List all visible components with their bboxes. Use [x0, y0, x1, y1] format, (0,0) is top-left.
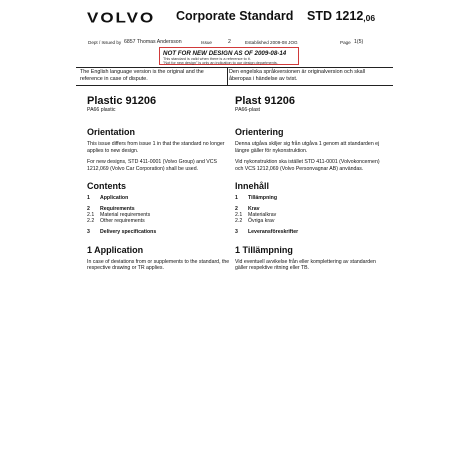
swedish-column [235, 95, 385, 277]
application-text-en: In case of deviations from or supplements to the standard, the respective drawing or TR applies. [87, 258, 230, 272]
application-text-sv: Vid eventuell avvikelse från eller komplettering av standarden gäller respektive ritning eller TB. [235, 258, 376, 272]
subtitle-sv: PA66-plast [235, 107, 260, 113]
notice-line-2: "Not for new design" is only an indication to our design departments. [163, 61, 278, 66]
toc-label: Material requirements [100, 211, 151, 218]
document-type: Corporate Standard [176, 9, 294, 23]
subtitle-en: PA66 plastic [87, 107, 116, 113]
toc-num: 2.1 [87, 211, 95, 218]
standard-number [307, 9, 375, 23]
standard-number-suffix: ,06 [363, 13, 376, 23]
orientation-heading-sv: Orientering [235, 127, 284, 137]
established-date: Established 2009-08 JOG [245, 40, 298, 45]
application-heading-sv: 1 Tillämpning [235, 244, 293, 255]
orientation-text-1-en: This issue differs from issue 1 in that the standard no longer applies to new design. [87, 141, 225, 154]
english-column [87, 95, 237, 277]
toc-num: 2.1 [235, 211, 243, 218]
toc-num: 2 [87, 205, 90, 212]
dept-value: 6857 Thomas Andersson [124, 39, 182, 45]
orientation-heading-en: Orientation [87, 127, 136, 137]
toc-label: Requirements [100, 205, 135, 212]
contents-list-sv [235, 195, 385, 234]
toc-label: Tillämpning [248, 195, 278, 202]
toc-label: Other requirements [100, 218, 145, 225]
orientation-text-2-sv: Vid nykonstruktion ska istället STD 411-0001 (Volvokoncernen) och VCS 1212,069 (Volvo Personvagnar AB) användas. [235, 159, 380, 172]
orientation-text-2-en: For new designs, STD 411-0001 (Volvo Group) and VCS 1212,069 (Volvo Car Corporation) shall be used. [87, 159, 217, 172]
page-value: 1(5) [354, 39, 364, 45]
toc-label: Application [100, 195, 129, 202]
language-note-divider [227, 68, 228, 85]
page-label: Page [340, 40, 351, 45]
notice-line-1: This standard is valid when there is a reference to it. [163, 57, 251, 61]
toc-num: 2 [235, 205, 238, 212]
volvo-logo: VOLVO [87, 9, 156, 26]
language-note-en: The English language version is the original and the reference in case of dispute. [80, 69, 204, 82]
title-en: Plastic 91206 [87, 95, 157, 107]
toc-label: Leveransföreskrifter [248, 228, 299, 235]
issue-value: 2 [228, 39, 231, 45]
toc-label: Delivery specifications [100, 228, 157, 235]
toc-label: Övriga krav [248, 218, 275, 225]
language-note-sv: Den engelska språkversionen är originalversion och skall åberopas i händelse av tvist. [229, 69, 366, 82]
standard-number-main: STD 1212 [307, 9, 364, 23]
contents-heading-sv: Innehåll [235, 181, 270, 192]
contents-list-en [87, 195, 237, 234]
divider-top [76, 67, 393, 68]
toc-num: 2.2 [87, 218, 95, 225]
toc-label: Materialkrav [248, 211, 277, 218]
issue-label: Issue [201, 40, 212, 45]
toc-num: 3 [87, 228, 90, 235]
toc-label: Krav [248, 205, 260, 212]
title-sv: Plast 91206 [235, 95, 295, 107]
toc-num: 2.2 [235, 218, 243, 225]
not-for-new-design-notice [159, 47, 299, 65]
toc-num: 1 [235, 195, 238, 202]
dept-label: Dept / Issued by [88, 40, 122, 45]
application-heading-en: 1 Application [87, 244, 144, 255]
notice-title: NOT FOR NEW DESIGN AS OF 2009-08-14 [163, 50, 287, 57]
orientation-text-1-sv: Denna utgåva skiljer sig från utgåva 1 genom att standarden ej längre gäller för nykonstruktion. [235, 141, 380, 154]
divider-bottom [76, 85, 393, 86]
toc-num: 3 [235, 228, 238, 235]
toc-num: 1 [87, 195, 90, 202]
contents-heading-en: Contents [87, 181, 126, 192]
